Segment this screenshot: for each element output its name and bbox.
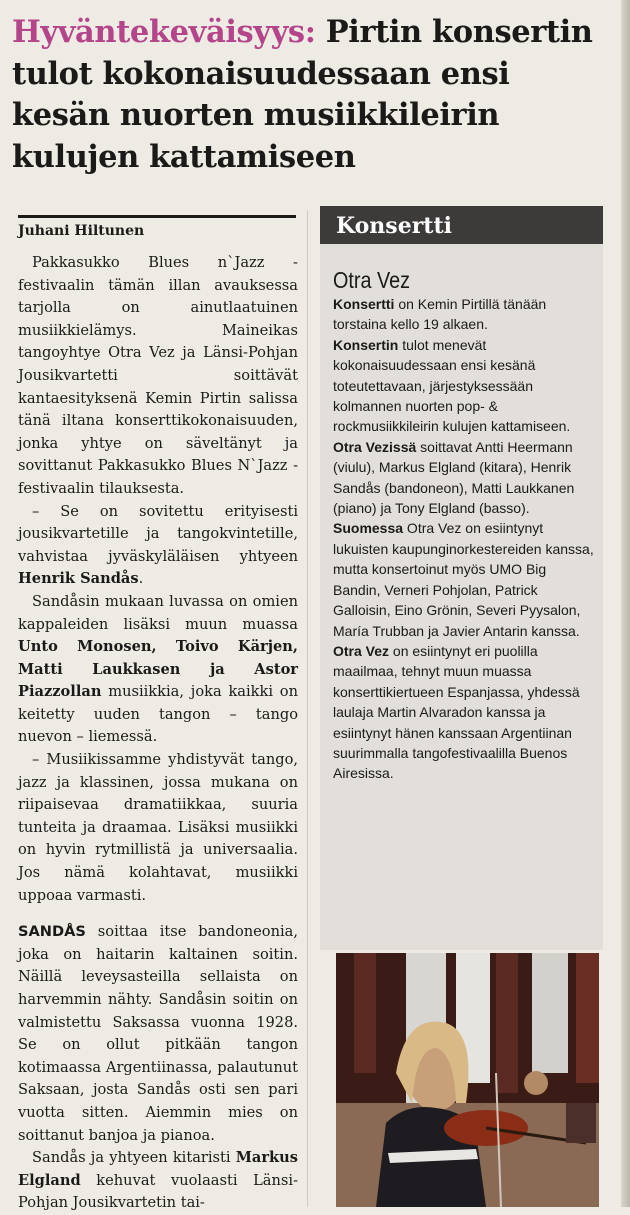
headline-text: Pirtin konsertin tulot kokonaisuudessaan ensi kesän nuorten musiikkileirin kulujen kattamiseen — [12, 14, 593, 175]
byline-rule — [18, 215, 296, 218]
article-paragraph: – Se on sovitettu erityisesti jousikvartetille ja tangokvintetille, vahvistaa jyväskyläläisen yhtyeen Henrik Sandås. — [18, 502, 298, 588]
sidebar-paragraph: Otra Vez on esiintynyt eri puolilla maailmaa, tehnyt muun muassa konserttikiertueen Espanjassa, yhdessä laulaja Martin Alvaradon kanssa ja esiintynyt hänen kanssaan Argentiinan suurimmalla tangofestivaalilla Buenos Airesissa. — [333, 642, 580, 782]
byline: Juhani Hiltunen — [18, 223, 145, 239]
article-paragraph: – Musiikissamme yhdistyvät tango, jazz ja klassinen, jossa mukana on riipaisevaa dramatiikkaa, suuria tunteita ja draamaa. Lisäksi musiikki on hyvin rytmillistä ja universaalia. Jos nämä kolahtavat, musiikki uppoaa varmasti. — [18, 751, 298, 904]
article-body — [18, 252, 298, 1215]
concert-photo — [336, 953, 599, 1207]
page-edge — [621, 0, 630, 1207]
person-name: Henrik Sandås — [18, 570, 139, 588]
sidebar-paragraph: Suomessa Otra Vez on esiintynyt lukuisten kaupunginorkestereiden kanssa, mutta konsertoinut myös UMO Big Bandin, Verneri Pohjolan, Patrick Galloisin, Eino Grönin, Severi Pyysalon, María Trubban ja Javier Antarin kanssa. — [333, 520, 594, 639]
sidebar-paragraph: Konsertti on Kemin Pirtillä tänään torstaina kello 19 alkaen. — [333, 296, 547, 333]
article-paragraph: SANDÅS soittaa itse bandoneonia, joka on haitarin kaltainen soitin. Näillä leveysasteilla sellaista on harvemmin nähty. Sandåsin soitin on valmistettu Saksassa vuonna 1928. Se on ollut pitkään tangon kotimaassa Argentiinassa, palautunut Saksaan, josta Sandås osti sen pari vuotta sitten. Aiemmin mies on soittanut banjoa ja pianoa. — [18, 923, 298, 1144]
paragraph-lead: SANDÅS — [18, 923, 86, 941]
article-paragraph: Pakkasukko Blues n`Jazz -festivaalin tämän illan avauksessa tarjolla on ainutlaatuinen musiikkielämys. Maineikas tangoyhtye Otra Vez ja Länsi-Pohjan Jousikvartetti soittävät kantaesityksenä Kemin Pirtin salissa tänä iltana konserttikokonaisuuden, jonka yhtye on säveltänyt ja sovittanut Pakkasukko Blues N`Jazz -festivaalin tilauksesta. — [18, 254, 298, 497]
sidebar-title: Otra Vez — [333, 267, 410, 293]
column-divider — [307, 210, 308, 1207]
sidebar-header: Konsertti — [320, 206, 603, 244]
sidebar-paragraph: Konsertin tulot menevät kokonaisuudessaan ensi kesänä toteutettavaan, järjestyksessään kolmannen nuorten pop- & rockmusiikkileirin kulujen kattamiseen. — [333, 336, 571, 435]
headline — [12, 12, 612, 178]
headline-kicker: Hyväntekeväisyys: — [12, 14, 316, 50]
person-name: Markus Elgland — [18, 1149, 298, 1189]
sidebar-text — [333, 294, 595, 784]
sidebar-paragraph: Otra Vezissä soittavat Antti Heermann (viulu), Markus Elgland (kitara), Henrik Sandås (bandoneon), Matti Laukkanen (piano) ja Tony Elgland (basso). — [333, 438, 575, 517]
article-paragraph: Sandås ja yhtyeen kitaristi Markus Elgland kehuvat vuolaasti Länsi-Pohjan Jousikvartetin tai- — [18, 1149, 298, 1212]
violinist-illustration — [336, 953, 599, 1207]
person-names: Unto Monosen, Toivo Kärjen, Matti Laukkasen ja Astor Piazzollan — [18, 638, 298, 701]
article-paragraph: Sandåsin mukaan luvassa on omien kappaleiden lisäksi muun muassa Unto Monosen, Toivo Kärjen, Matti Laukkasen ja Astor Piazzollan musiikkia, joka kaikki on keitetty uuden tangon – tango nuevon – liemessä. — [18, 592, 298, 746]
